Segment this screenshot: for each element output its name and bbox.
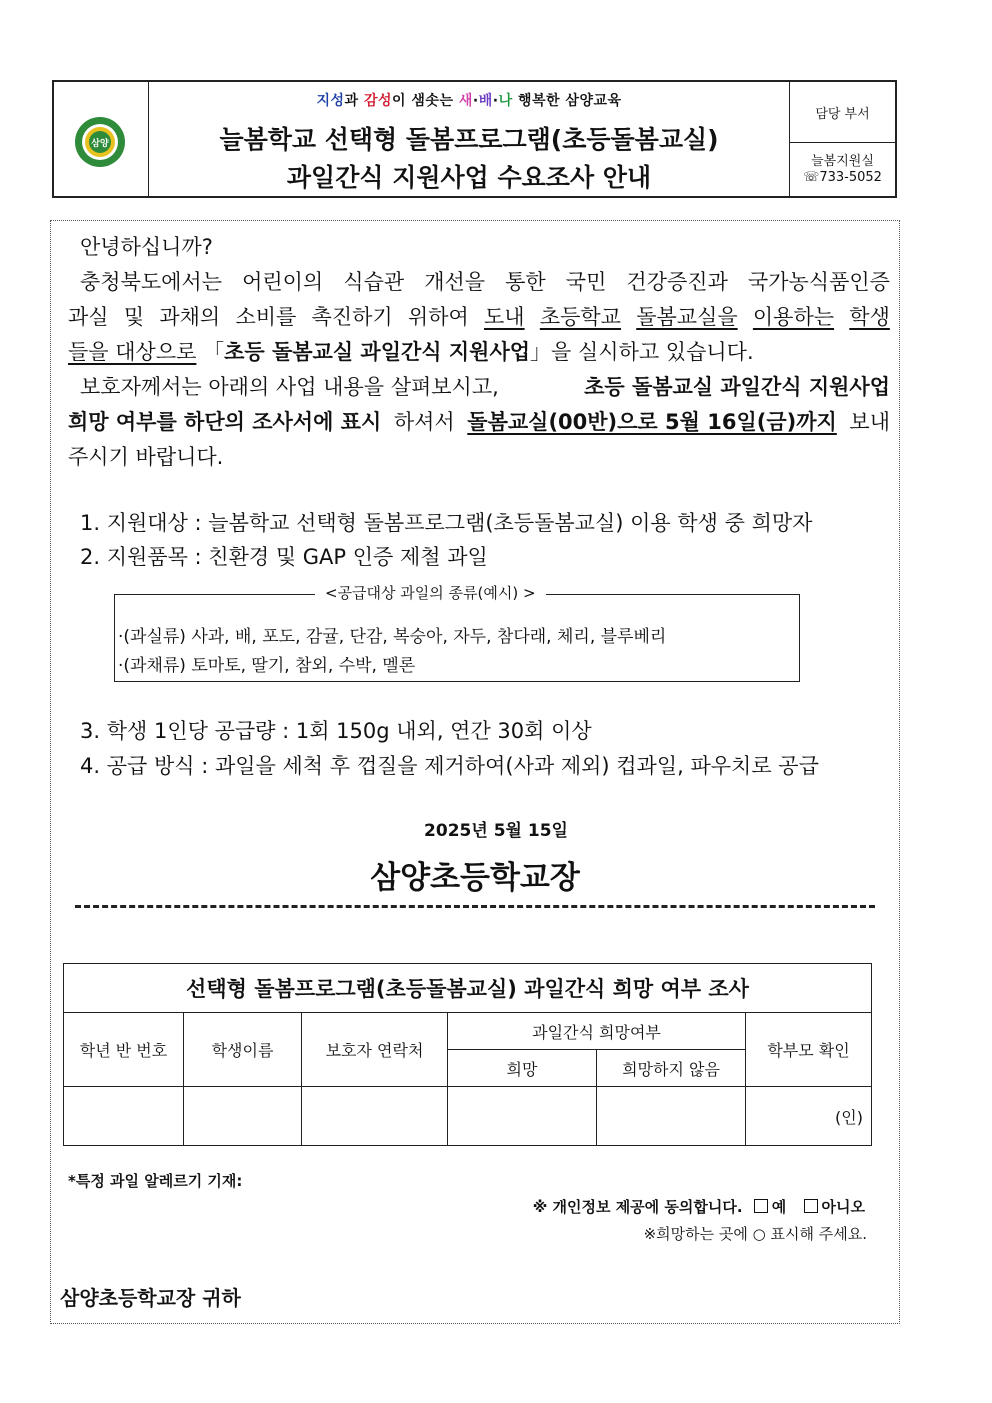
- allergy-note: *특정 과일 알레르기 기재:: [68, 1172, 243, 1190]
- col-student-name: 학생이름: [184, 1013, 302, 1087]
- consent-text: ※ 개인정보 제공에 동의합니다.: [532, 1198, 743, 1216]
- slogan-part: ·: [492, 93, 499, 109]
- slogan-part: 감성: [363, 93, 392, 109]
- body-line-2: [68, 265, 890, 300]
- consent-no-label: 아니오: [821, 1198, 865, 1216]
- word: 어린이의: [242, 270, 324, 294]
- item-4: 4. 공급 방식 : 과일을 세척 후 껍질을 제거하여(사과 제외) 컵과일, 파우치로 공급: [80, 754, 819, 778]
- body-line-6: [68, 405, 890, 440]
- body-line-7: 주시기 바랍니다.: [68, 445, 224, 469]
- survey-table: [63, 963, 872, 1146]
- survey-input-row: [64, 1087, 872, 1146]
- word: 국민: [565, 270, 607, 294]
- word: 돌봄교실을: [636, 305, 738, 329]
- slogan: [148, 90, 790, 110]
- consent-no-checkbox[interactable]: [804, 1199, 818, 1213]
- slogan-part: ·: [472, 93, 479, 109]
- word: 식습관: [343, 270, 405, 294]
- text: 보호자께서는 아래의 사업 내용을 살펴보시고,: [80, 375, 499, 399]
- underlined-text: 들을 대상으로: [68, 340, 197, 364]
- bold-text: 초등 돌봄교실 과일간식 지원사업: [584, 375, 890, 399]
- deadline: 돌봄교실(00반)으로 5월 16일(금)까지: [467, 410, 837, 434]
- addressee: 삼양초등학교장 귀하: [60, 1286, 241, 1310]
- school-logo-icon: [74, 116, 126, 168]
- grade-input[interactable]: [64, 1087, 184, 1146]
- word: 소비를: [235, 305, 297, 329]
- consent-yes-label: 예: [771, 1198, 787, 1216]
- department-label: 담당 부서: [790, 82, 895, 143]
- cut-line: [75, 905, 875, 908]
- item-2: 2. 지원품목 : 친환경 및 GAP 인증 제철 과일: [80, 545, 488, 569]
- not-want-input[interactable]: [597, 1087, 746, 1146]
- intro-paragraph: [68, 230, 890, 475]
- word: 건강증진과: [626, 270, 728, 294]
- body-line-4: [68, 335, 890, 370]
- slogan-part: 이 샘솟는: [392, 93, 459, 109]
- department-cell: [789, 82, 895, 196]
- word: 이용하는: [752, 305, 835, 329]
- privacy-consent: [533, 1196, 865, 1217]
- department-name: 늘봄지원실: [811, 154, 874, 169]
- survey-title: 선택형 돌봄프로그램(초등돌봄교실) 과일간식 희망 여부 조사: [64, 964, 872, 1013]
- word: 학생: [849, 305, 890, 329]
- bold-text: 희망 여부를 하단의 조사서에 표시: [68, 410, 382, 434]
- title-cell: [148, 82, 790, 196]
- item-3: 3. 학생 1인당 공급량 : 1회 150g 내외, 연간 30회 이상: [80, 719, 592, 743]
- fruit-line-1: ·(과실류) 사과, 배, 포도, 감귤, 단감, 복숭아, 자두, 참다래, 체리, 블루베리: [118, 627, 667, 647]
- text: 」을 실시하고 있습니다.: [530, 340, 754, 364]
- slogan-part: 배: [478, 93, 493, 109]
- consent-yes-checkbox[interactable]: [754, 1199, 768, 1213]
- principal-signature: 삼양초등학교장: [370, 860, 580, 896]
- word: 초등학교: [539, 305, 621, 329]
- slogan-part: 새: [458, 93, 473, 109]
- slogan-part: 행복한 삼양교육: [512, 93, 622, 109]
- item-1: 1. 지원대상 : 늘봄학교 선택형 돌봄프로그램(초등돌봄교실) 이용 학생 중 희망자: [80, 511, 813, 535]
- logo-cell: [54, 82, 149, 196]
- program-name: 초등 돌봄교실 과일간식 지원사업: [224, 340, 531, 364]
- word: 충청북도에서는: [80, 270, 223, 294]
- word: 과실: [68, 305, 109, 329]
- fruit-box-legend: <공급대상 과일의 종류(예시) >: [315, 582, 546, 603]
- text: 하셔서: [393, 410, 455, 434]
- word: 통한: [505, 270, 546, 294]
- slogan-part: 과: [344, 93, 364, 109]
- col-parent-confirm: 학부모 확인: [746, 1013, 872, 1087]
- word: 촉진하기: [311, 305, 393, 329]
- col-guardian-contact: 보호자 연락처: [302, 1013, 448, 1087]
- slogan-part: 지성: [316, 93, 345, 109]
- fruit-line-2: ·(과채류) 토마토, 딸기, 참외, 수박, 멜론: [118, 656, 416, 676]
- word: 국가농식품인증: [747, 270, 890, 294]
- col-not-want: 희망하지 않음: [597, 1050, 746, 1087]
- want-input[interactable]: [448, 1087, 597, 1146]
- text: 보내: [849, 410, 890, 434]
- issue-date: 2025년 5월 15일: [424, 821, 568, 841]
- slogan-part: 나: [498, 93, 513, 109]
- word: 및: [123, 305, 145, 329]
- header-box: [52, 80, 897, 198]
- word: 과채의: [159, 305, 221, 329]
- page-title-line2: 과일간식 지원사업 수요조사 안내: [286, 163, 652, 192]
- word: 개선을: [424, 270, 486, 294]
- col-grade: 학년 반 번호: [64, 1013, 184, 1087]
- student-name-input[interactable]: [184, 1087, 302, 1146]
- logo-text: 삼양: [91, 139, 109, 149]
- page-title-line1: 늘봄학교 선택형 돌봄프로그램(초등돌봄교실): [219, 125, 719, 154]
- seal-mark: (인): [835, 1107, 863, 1127]
- guardian-contact-input[interactable]: [302, 1087, 448, 1146]
- text: 「: [196, 340, 225, 364]
- col-want: 희망: [448, 1050, 597, 1087]
- greeting: 안녕하십니까?: [80, 235, 213, 259]
- survey-title-row: [64, 964, 872, 1013]
- mark-instruction: ※희망하는 곳에 ○ 표시해 주세요.: [643, 1225, 867, 1243]
- department-phone: ☏733-5052: [803, 170, 882, 185]
- parent-seal-input[interactable]: [746, 1087, 872, 1146]
- body-line-5: [68, 370, 890, 405]
- word: 도내: [484, 305, 525, 329]
- word: 위하여: [407, 305, 469, 329]
- survey-header-row: [64, 1013, 872, 1050]
- body-line-3: [68, 300, 890, 335]
- col-want-group: 과일간식 희망여부: [448, 1013, 746, 1050]
